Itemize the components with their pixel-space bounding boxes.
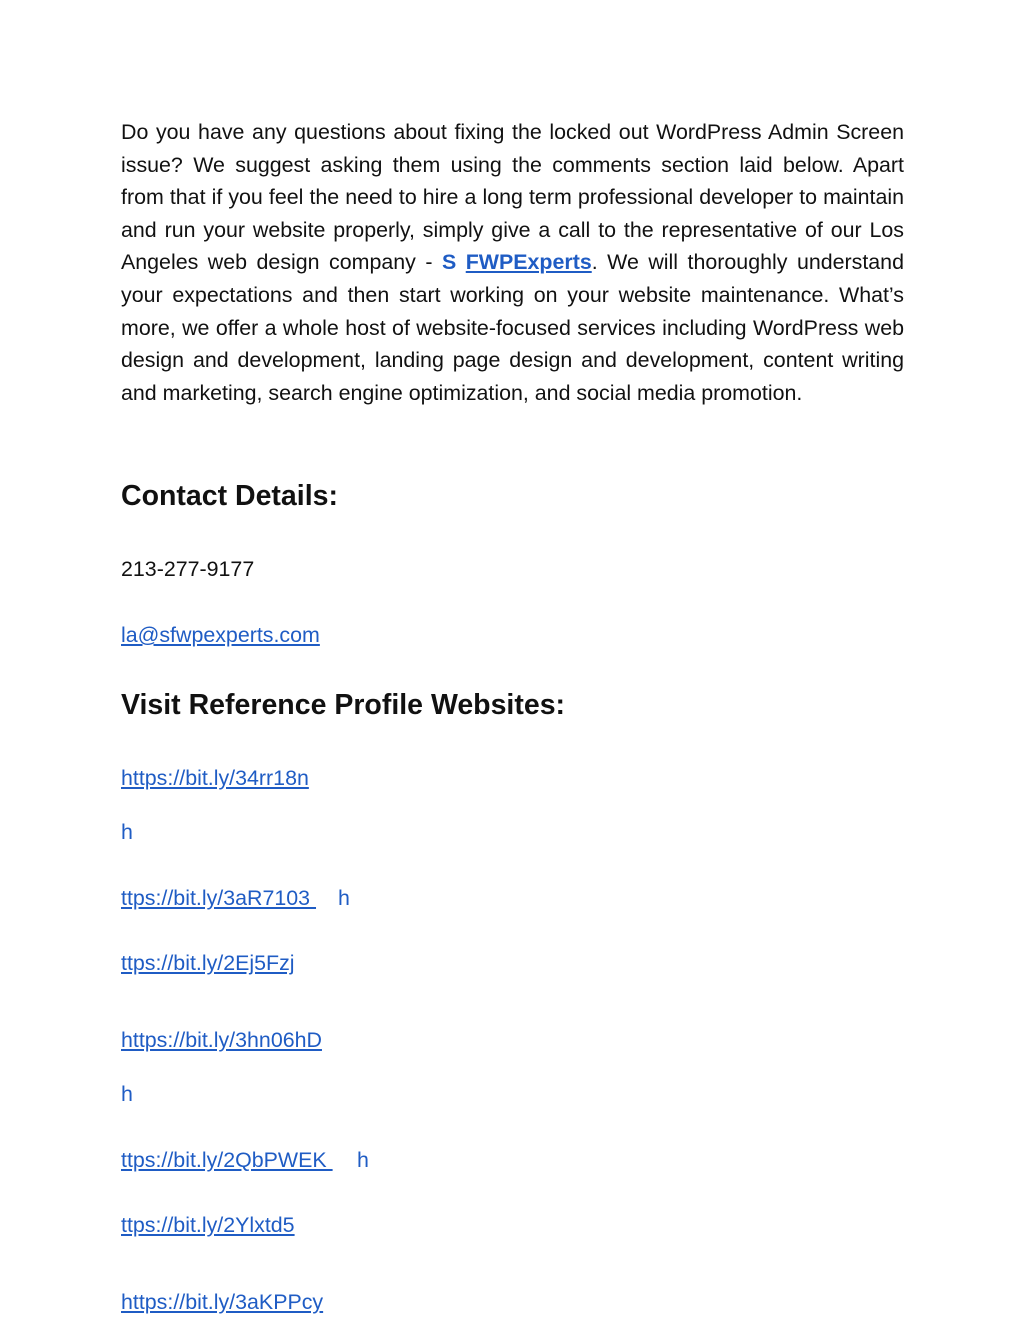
reference-link-6[interactable]: ttps://bit.ly/2Ylxtd5: [121, 1213, 295, 1237]
brand-rest: FWPExperts: [465, 250, 592, 275]
reference-link-fragment-2[interactable]: h: [338, 886, 350, 910]
intro-paragraph: [121, 116, 904, 409]
reference-link-5[interactable]: ttps://bit.ly/2QbPWEK: [121, 1148, 333, 1172]
email-link[interactable]: la@sfwpexperts.com: [121, 623, 320, 647]
reference-link-fragment-3[interactable]: h: [121, 1082, 133, 1106]
contact-heading: Contact Details:: [121, 480, 338, 512]
sfwpexperts-link[interactable]: [442, 250, 592, 274]
reference-link-2[interactable]: ttps://bit.ly/3aR7103: [121, 886, 317, 910]
reference-link-7[interactable]: https://bit.ly/3aKPPcy: [121, 1290, 324, 1314]
reference-link-4[interactable]: https://bit.ly/3hn06hD: [121, 1028, 322, 1052]
references-heading: Visit Reference Profile Websites:: [121, 689, 566, 721]
phone-number: 213-277-9177: [121, 557, 255, 581]
reference-link-fragment-4[interactable]: h: [357, 1148, 369, 1172]
reference-link-fragment-1[interactable]: h: [121, 820, 133, 844]
intro-text-before: Do you have any questions about fixing the locked out WordPress Admin Screen issue? We suggest asking them using the comments section laid below. Apart from that if you feel the need to hire a long term professional developer to maintain and run your website properly, simply give a call to the representative of our Los Angeles web design company -: [121, 120, 904, 275]
reference-link-3[interactable]: ttps://bit.ly/2Ej5Fzj: [121, 951, 295, 975]
intro-text-after: . We will thoroughly understand your expectations and then start working on your website maintenance. What’s more, we offer a whole host of website-focused services including WordPress web design and development, landing page design and development, content writing and marketing, search engine optimization, and social media promotion.: [121, 250, 904, 405]
reference-link-1[interactable]: https://bit.ly/34rr18n: [121, 766, 309, 790]
brand-first-letter: S: [441, 250, 457, 275]
